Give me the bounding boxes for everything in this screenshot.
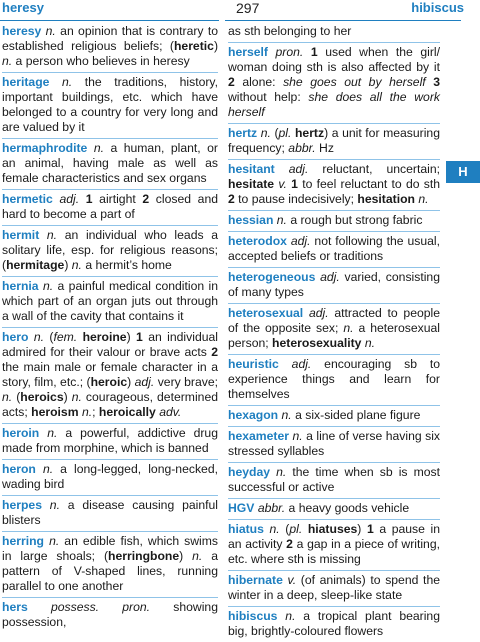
- dictionary-entry: HGV abbr. a heavy goods vehicle: [228, 499, 440, 520]
- part-of-speech: n.: [2, 54, 13, 68]
- dictionary-entry: herself pron. 1 used when the girl/ woman doing sth is also affected by it 2 alone: she goes out by herself 3 without help: she does all the work herself: [228, 43, 440, 124]
- headword: hero: [2, 330, 29, 344]
- headword: heroin: [2, 426, 40, 440]
- headword: hexagon: [228, 408, 279, 422]
- headword: hers: [2, 600, 28, 614]
- bold-term: heretic: [173, 39, 214, 53]
- dictionary-entry: hessian n. a rough but strong fabric: [228, 211, 440, 232]
- part-of-speech: adj.: [290, 234, 311, 248]
- dictionary-entry: heterodox adj. not following the usual, accepted beliefs or traditions: [228, 232, 440, 268]
- dictionary-entry: herring n. an edible fish, which swims in large shoals; (herringbone) n. a pattern of V-shaped lines, running parallel to one another: [2, 532, 218, 598]
- part-of-speech: n.: [47, 426, 58, 440]
- headword: hessian: [228, 213, 274, 227]
- headword: hesitant: [228, 162, 275, 176]
- part-of-speech: adj.: [59, 192, 80, 206]
- part-of-speech: adj.: [320, 270, 340, 284]
- part-of-speech: adj.: [291, 357, 312, 371]
- part-of-speech: n.: [81, 405, 93, 419]
- bold-term: herringbone: [108, 549, 180, 563]
- part-of-speech: n.: [46, 228, 58, 242]
- dictionary-entry: hesitant adj. reluctant, uncertain; hesitate v. 1 to feel reluctant to do sth 2 to pause indecisively; hesitation n.: [228, 160, 440, 211]
- part-of-speech: she goes out by herself: [283, 75, 426, 89]
- headword: heresy: [2, 24, 42, 38]
- bold-term: heroine: [82, 330, 127, 344]
- dictionary-entry: hiatus n. (pl. hiatuses) 1 a pause in an activity 2 a gap in a piece of writing, etc. where sth is missing: [228, 520, 440, 571]
- bold-term: hertz: [294, 126, 325, 140]
- part-of-speech: n.: [418, 192, 429, 206]
- part-of-speech: abbr.: [257, 501, 286, 515]
- part-of-speech: n.: [269, 522, 280, 536]
- bold-term: 2: [228, 75, 235, 89]
- part-of-speech: n.: [364, 336, 376, 350]
- headword: hermetic: [2, 192, 53, 206]
- dictionary-entry: heyday n. the time when sb is most successful or active: [228, 463, 440, 499]
- bold-term: 1: [136, 330, 143, 344]
- headword: herself: [228, 45, 268, 59]
- part-of-speech: n.: [285, 609, 296, 623]
- bold-term: heroics: [20, 390, 64, 404]
- part-of-speech: n.: [42, 462, 54, 476]
- part-of-speech: abbr.: [288, 141, 316, 155]
- headword: herring: [2, 534, 44, 548]
- part-of-speech: n.: [2, 390, 13, 404]
- part-of-speech: adj.: [308, 306, 329, 320]
- headword: hernia: [2, 279, 39, 293]
- bold-term: heterosexuality: [272, 336, 362, 350]
- part-of-speech: n.: [33, 330, 44, 344]
- dictionary-entry: hermit n. an individual who leads a solitary life, esp. for religious reasons; (hermitage) n. a hermit’s home: [2, 226, 218, 277]
- part-of-speech: n.: [61, 75, 73, 89]
- headword: hertz: [228, 126, 258, 140]
- part-of-speech: n.: [49, 534, 60, 548]
- dictionary-entry: hers possess. pron. showing possession,: [2, 600, 218, 629]
- headword: heritage: [2, 75, 50, 89]
- headword: heterogeneous: [228, 270, 316, 284]
- bold-term: hesitate: [228, 177, 275, 191]
- part-of-speech: pl.: [278, 126, 292, 140]
- part-of-speech: n.: [71, 390, 82, 404]
- part-of-speech: pl.: [289, 522, 303, 536]
- part-of-speech: adj.: [134, 375, 155, 389]
- thumb-index-tab[interactable]: H: [446, 161, 480, 183]
- page-header: [0, 0, 480, 20]
- headword: HGV: [228, 501, 255, 515]
- headword: hibernate: [228, 573, 283, 587]
- dictionary-entry: as sth belonging to her: [228, 22, 440, 43]
- dictionary-entry: heterogeneous adj. varied, consisting of many types: [228, 268, 440, 304]
- dictionary-entry: heterosexual adj. attracted to people of the opposite sex; n. a heterosexual person; heterosexuality n.: [228, 304, 440, 355]
- dictionary-entry: herpes n. a disease causing painful blisters: [2, 496, 218, 532]
- bold-term: 2: [286, 537, 293, 551]
- dictionary-entry: hermetic adj. 1 airtight 2 closed and hard to become a part of: [2, 190, 218, 226]
- bold-term: hermitage: [6, 258, 65, 272]
- dictionary-entry: heroin n. a powerful, addictive drug made from morphine, which is banned: [2, 424, 218, 460]
- part-of-speech: n.: [42, 279, 54, 293]
- part-of-speech: n.: [343, 321, 354, 335]
- headword: heron: [2, 462, 36, 476]
- headword: heterosexual: [228, 306, 304, 320]
- headword: hibiscus: [228, 609, 278, 623]
- part-of-speech: n.: [292, 429, 303, 443]
- part-of-speech: n.: [276, 213, 287, 227]
- dictionary-entry: hero n. (fem. heroine) 1 an individual admired for their valour or brave acts 2 the main male or female character in a story, film, etc.; (heroic) adj. very brave; n. (heroics) n. courageous, determined acts; heroism n.; heroically adv.: [2, 328, 218, 424]
- bold-term: heroically: [98, 405, 156, 419]
- part-of-speech: n.: [45, 24, 56, 38]
- dictionary-entry: hexagon n. a six-sided plane figure: [228, 406, 440, 427]
- dictionary-entry: heuristic adj. encouraging sb to experience things and learn for themselves: [228, 355, 440, 406]
- left-column: [2, 22, 218, 633]
- dictionary-entry: hibiscus n. a tropical plant bearing big, brightly-coloured flowers: [228, 609, 440, 638]
- right-column: [228, 22, 440, 642]
- part-of-speech: adv.: [159, 405, 182, 419]
- part-of-speech: n.: [49, 498, 60, 512]
- part-of-speech: n.: [281, 408, 292, 422]
- part-of-speech: n.: [192, 549, 203, 563]
- bold-term: 1: [366, 522, 374, 536]
- dictionary-entry: hernia n. a painful medical condition in which part of an organ juts out through a wall of the cavity that contains it: [2, 277, 218, 328]
- part-of-speech: adj.: [288, 162, 309, 176]
- guide-word-right: hibiscus: [411, 0, 464, 15]
- headword: heyday: [228, 465, 271, 479]
- part-of-speech: n.: [276, 465, 287, 479]
- header-rule-right: [225, 20, 461, 21]
- bold-term: heroism: [31, 405, 79, 419]
- dictionary-entry: hibernate v. (of animals) to spend the winter in a deep, sleep-like state: [228, 571, 440, 607]
- headword: heuristic: [228, 357, 279, 371]
- dictionary-entry: heritage n. the traditions, history, important buildings, etc. which have belonged to a country for very long and are valued by it: [2, 73, 218, 139]
- part-of-speech: n.: [260, 126, 271, 140]
- headword: hermit: [2, 228, 40, 242]
- headword: hermaphrodite: [2, 141, 88, 155]
- part-of-speech: possess. pron.: [50, 600, 151, 614]
- bold-term: 2: [211, 345, 218, 359]
- dictionary-entry: heron n. a long-legged, long-necked, wading bird: [2, 460, 218, 496]
- page-number: 297: [236, 0, 260, 16]
- guide-word-left: heresy: [2, 0, 44, 15]
- bold-term: hesitation: [357, 192, 415, 206]
- bold-term: 3: [433, 75, 440, 89]
- dictionary-entry: hertz n. (pl. hertz) a unit for measuring frequency; abbr. Hz: [228, 124, 440, 160]
- part-of-speech: v.: [278, 177, 287, 191]
- part-of-speech: pron.: [275, 45, 304, 59]
- dictionary-entry: hexameter n. a line of verse having six stressed syllables: [228, 427, 440, 463]
- bold-term: 1: [85, 192, 93, 206]
- dictionary-entry: hermaphrodite n. a human, plant, or an animal, having male as well as female characteristics and sex organs: [2, 139, 218, 190]
- header-rule-left: [0, 20, 219, 21]
- bold-term: hiatuses: [307, 522, 358, 536]
- headword: herpes: [2, 498, 42, 512]
- part-of-speech: n.: [71, 258, 82, 272]
- bold-term: 1: [310, 45, 318, 59]
- dictionary-entry: heresy n. an opinion that is contrary to established religious beliefs; (heretic) n. a person who believes in heresy: [2, 22, 218, 73]
- part-of-speech: fem.: [53, 330, 78, 344]
- part-of-speech: she does all the work herself: [228, 90, 440, 119]
- bold-term: 1: [291, 177, 298, 191]
- headword: hexameter: [228, 429, 289, 443]
- part-of-speech: v.: [287, 573, 297, 587]
- bold-term: heroic: [90, 375, 128, 389]
- headword: heterodox: [228, 234, 287, 248]
- part-of-speech: n.: [93, 141, 104, 155]
- bold-term: 2: [142, 192, 150, 206]
- headword: hiatus: [228, 522, 264, 536]
- bold-term: 2: [228, 192, 235, 206]
